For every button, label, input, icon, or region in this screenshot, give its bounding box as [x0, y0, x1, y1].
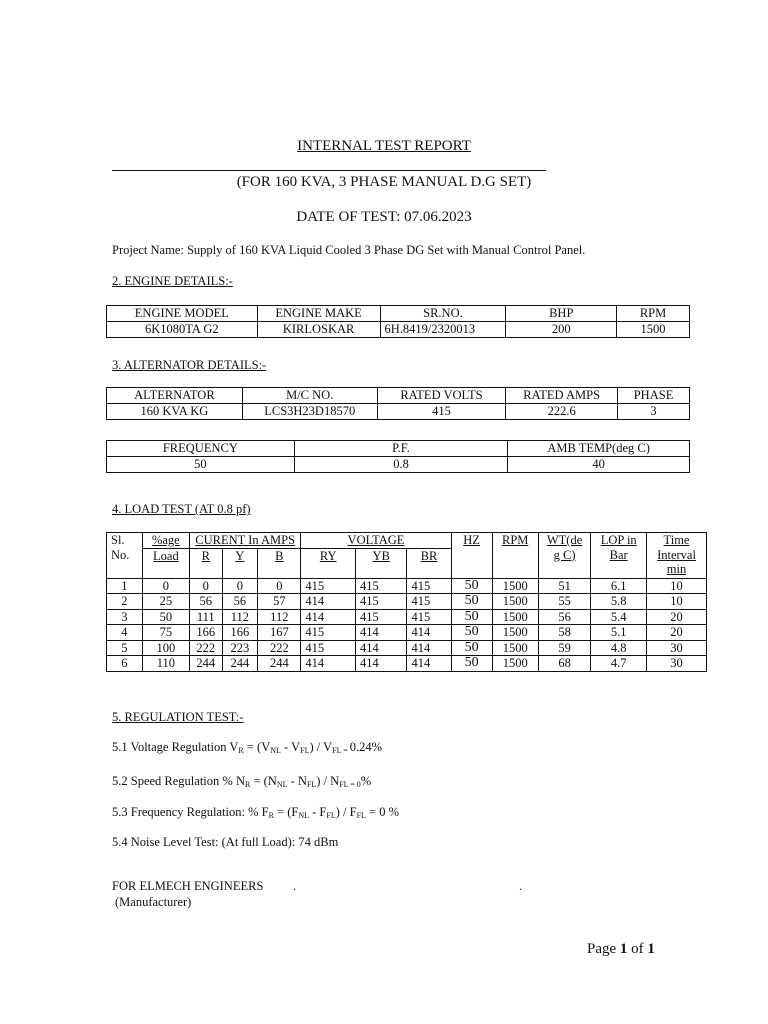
text: Page — [587, 941, 620, 957]
table-cell: 20 — [647, 625, 707, 641]
table-cell: 50 — [451, 640, 492, 656]
table-cell: 51 — [538, 578, 591, 594]
text: = (N — [250, 774, 277, 788]
regulation-test-heading: 5. REGULATION TEST:- — [112, 710, 244, 724]
table-cell: 75 — [142, 625, 189, 641]
table-cell: 223 — [222, 640, 258, 656]
table-cell: 50 — [451, 656, 492, 672]
table-cell: 50 — [451, 578, 492, 594]
table-cell: 55 — [538, 594, 591, 610]
table-cell: 415 — [301, 578, 356, 594]
test-date: DATE OF TEST: 07.06.2023 — [296, 209, 472, 225]
header-wt — [538, 533, 591, 579]
table-cell: 222 — [258, 640, 301, 656]
header-text: Bar — [609, 547, 628, 562]
load-test-table — [106, 532, 707, 672]
table-header-row — [107, 306, 690, 322]
table-cell: 1500 — [492, 625, 538, 641]
table-cell: 10 — [647, 594, 707, 610]
page-total: 1 — [647, 941, 655, 957]
table-cell: 58 — [538, 625, 591, 641]
table-cell: RATED VOLTS — [377, 388, 506, 404]
table-row — [107, 404, 690, 420]
manufacturer-label: (Manufacturer) — [115, 895, 192, 909]
table-cell: M/C NO. — [242, 388, 377, 404]
subscript: R — [268, 811, 274, 820]
table-cell: 5.4 — [591, 609, 647, 625]
table-row — [107, 656, 707, 672]
table-row — [107, 322, 690, 338]
table-cell: 414 — [407, 656, 451, 672]
noise-level-test: 5.4 Noise Level Test: (At full Load): 74 dBm — [112, 835, 339, 849]
table-header-row — [107, 388, 690, 404]
frequency-regulation — [112, 805, 399, 820]
table-cell: 1 — [107, 578, 143, 594]
load-test-body — [107, 578, 707, 671]
table-row — [107, 640, 707, 656]
table-cell: 1500 — [492, 656, 538, 672]
table-cell: 414 — [301, 594, 356, 610]
page-number — [587, 941, 655, 958]
text: - V — [280, 740, 301, 754]
table-cell: 1500 — [492, 609, 538, 625]
table-cell: 25 — [142, 594, 189, 610]
header-text: LOP in — [600, 533, 637, 547]
table-cell: 414 — [356, 625, 407, 641]
header-age: %age — [142, 533, 189, 549]
table-cell: 415 — [356, 594, 407, 610]
table-cell: 4.8 — [591, 640, 647, 656]
table-cell: 59 — [538, 640, 591, 656]
subscript: NL — [270, 746, 281, 755]
signature-dot: . — [519, 879, 523, 893]
table-cell: 415 — [356, 578, 407, 594]
header-text: min — [666, 562, 687, 576]
text: = (F — [273, 805, 299, 819]
table-cell: 50 — [142, 609, 189, 625]
table-cell: 1500 — [492, 640, 538, 656]
header-text: WT(de — [546, 533, 583, 547]
subscript: FL — [356, 811, 366, 820]
header-ry: RY — [301, 548, 356, 578]
table-cell: SR.NO. — [380, 306, 506, 322]
table-cell: 110 — [142, 656, 189, 672]
table-cell: 415 — [356, 609, 407, 625]
header-current: CURENT In AMPS — [190, 533, 301, 549]
table-cell: 111 — [190, 609, 223, 625]
table-cell: FREQUENCY — [107, 441, 295, 457]
table-cell: 6 — [107, 656, 143, 672]
text: = (V — [243, 740, 271, 754]
project-name: Project Name: Supply of 160 KVA Liquid Cooled 3 Phase DG Set with Manual Control Panel. — [112, 243, 586, 257]
text: 5.2 Speed Regulation % N — [112, 774, 245, 788]
speed-regulation — [112, 774, 371, 789]
table-cell: LCS3H23D18570 — [242, 404, 377, 420]
table-cell: RPM — [617, 306, 690, 322]
header-sl-no — [107, 533, 143, 579]
table-cell: 0.8 — [294, 457, 508, 473]
table-cell: 415 — [407, 609, 451, 625]
table-cell: 414 — [407, 640, 451, 656]
table-cell: 4.7 — [591, 656, 647, 672]
voltage-regulation — [112, 740, 382, 755]
table-cell: 5.8 — [591, 594, 647, 610]
table-cell: 57 — [258, 594, 301, 610]
table-cell: 50 — [451, 594, 492, 610]
header-hz: HZ — [451, 533, 492, 579]
text: ) / V — [309, 740, 333, 754]
table-cell: 20 — [647, 609, 707, 625]
header-r: R — [190, 548, 223, 578]
speed-regulation-value: % — [360, 774, 372, 788]
table-cell: 1500 — [492, 594, 538, 610]
table-cell: KIRLOSKAR — [257, 322, 380, 338]
header-text: Time — [663, 533, 690, 547]
table-cell: ALTERNATOR — [107, 388, 243, 404]
header-yb: YB — [356, 548, 407, 578]
header-voltage: VOLTAGE — [301, 533, 451, 549]
table-cell: 166 — [190, 625, 223, 641]
table-cell: 0 — [258, 578, 301, 594]
table-cell: 56 — [222, 594, 258, 610]
table-cell: 112 — [222, 609, 258, 625]
engine-details-heading: 2. ENGINE DETAILS:- — [112, 274, 233, 288]
table-cell: 0 — [190, 578, 223, 594]
table-cell: 6.1 — [591, 578, 647, 594]
subscript: FL = — [339, 780, 357, 789]
table-cell: 0 — [142, 578, 189, 594]
subscript: FL — [326, 811, 336, 820]
table-cell: ENGINE MAKE — [257, 306, 380, 322]
table-row — [107, 578, 707, 594]
table-cell: 50 — [451, 609, 492, 625]
table-cell: 5.1 — [591, 625, 647, 641]
header-br: BR — [407, 548, 451, 578]
text: ) / F — [335, 805, 357, 819]
header-lop — [591, 533, 647, 579]
table-cell: 244 — [222, 656, 258, 672]
table-cell: 414 — [301, 609, 356, 625]
table-cell: BHP — [506, 306, 617, 322]
table-cell: P.F. — [294, 441, 508, 457]
header-load: Load — [142, 548, 189, 578]
table-cell: 50 — [451, 625, 492, 641]
table-cell: 222 — [190, 640, 223, 656]
table-cell: 166 — [222, 625, 258, 641]
table-cell: PHASE — [618, 388, 690, 404]
table-cell: ENGINE MODEL — [107, 306, 258, 322]
table-cell: 5 — [107, 640, 143, 656]
table-header-row — [107, 441, 690, 457]
subscript: FL = — [332, 746, 350, 755]
signature-dot: . — [293, 879, 297, 893]
header-rpm: RPM — [492, 533, 538, 579]
table-cell: 244 — [258, 656, 301, 672]
header-b: B — [258, 548, 301, 578]
table-row — [107, 609, 707, 625]
table-cell: 414 — [356, 656, 407, 672]
table-cell: RATED AMPS — [506, 388, 618, 404]
table-cell: 415 — [301, 640, 356, 656]
table-cell: 415 — [407, 578, 451, 594]
table-cell: 167 — [258, 625, 301, 641]
table-cell: 200 — [506, 322, 617, 338]
table-header-row — [107, 533, 707, 549]
subscript: FL — [300, 746, 310, 755]
header-text: g C) — [553, 547, 576, 562]
table-cell: 414 — [407, 625, 451, 641]
table-cell: 6K1080TA G2 — [107, 322, 258, 338]
table-cell: 414 — [301, 656, 356, 672]
table-cell: 414 — [356, 640, 407, 656]
subscript: NL — [298, 811, 310, 820]
table-cell: 112 — [258, 609, 301, 625]
table-cell: 2 — [107, 594, 143, 610]
text: 5.1 Voltage Regulation V — [112, 740, 239, 754]
table-row — [107, 594, 707, 610]
table-cell: 50 — [107, 457, 295, 473]
header-y: Y — [222, 548, 258, 578]
table-cell: 415 — [301, 625, 356, 641]
company-name: FOR ELMECH ENGINEERS — [112, 879, 264, 893]
header-time — [647, 533, 707, 579]
frequency-regulation-value: = 0 % — [365, 805, 400, 819]
subscript: FL — [306, 780, 317, 789]
table-cell: 100 — [142, 640, 189, 656]
title-divider — [112, 170, 546, 171]
table-cell: 40 — [508, 457, 690, 473]
subscript: R — [238, 746, 244, 755]
table-cell: 30 — [647, 640, 707, 656]
header-text: No. — [111, 547, 130, 562]
alternator-details-table — [106, 387, 690, 420]
table-cell: 3 — [618, 404, 690, 420]
table-row — [107, 625, 707, 641]
text: ) / N — [316, 774, 340, 788]
table-cell: 56 — [190, 594, 223, 610]
text: - F — [309, 805, 327, 819]
voltage-regulation-value: 0.24% — [349, 740, 383, 754]
subscript: NL — [276, 780, 288, 789]
table-cell: 1500 — [617, 322, 690, 338]
table-cell: 160 KVA KG — [107, 404, 243, 420]
table-cell: 3 — [107, 609, 143, 625]
engine-details-table — [106, 305, 690, 338]
table-cell: 6H.8419/2320013 — [380, 322, 506, 338]
subscript: R — [244, 780, 251, 789]
table-cell: 244 — [190, 656, 223, 672]
subscript: 0 — [356, 780, 361, 789]
table-cell: 68 — [538, 656, 591, 672]
table-row — [107, 457, 690, 473]
load-test-heading: 4. LOAD TEST (AT 0.8 pf) — [112, 502, 251, 516]
text: - N — [287, 774, 307, 788]
table-cell: 30 — [647, 656, 707, 672]
table-cell: 4 — [107, 625, 143, 641]
text: 5.3 Frequency Regulation: % F — [112, 805, 269, 819]
table-cell: 0 — [222, 578, 258, 594]
table-cell: 56 — [538, 609, 591, 625]
table-cell: 10 — [647, 578, 707, 594]
table-cell: 222.6 — [506, 404, 618, 420]
report-title: INTERNAL TEST REPORT — [297, 138, 471, 154]
alternator-details-heading: 3. ALTERNATOR DETAILS:- — [112, 358, 267, 372]
page-current: 1 — [619, 941, 628, 957]
alternator-frequency-table — [106, 440, 690, 473]
header-text: Sl. — [111, 533, 125, 547]
report-subtitle: (FOR 160 KVA, 3 PHASE MANUAL D.G SET) — [236, 174, 532, 190]
table-cell: 415 — [407, 594, 451, 610]
table-cell: AMB TEMP(deg C) — [508, 441, 690, 457]
header-text: Interval — [657, 547, 696, 562]
table-cell: 1500 — [492, 578, 538, 594]
text: of — [627, 941, 648, 957]
table-cell: 415 — [377, 404, 506, 420]
